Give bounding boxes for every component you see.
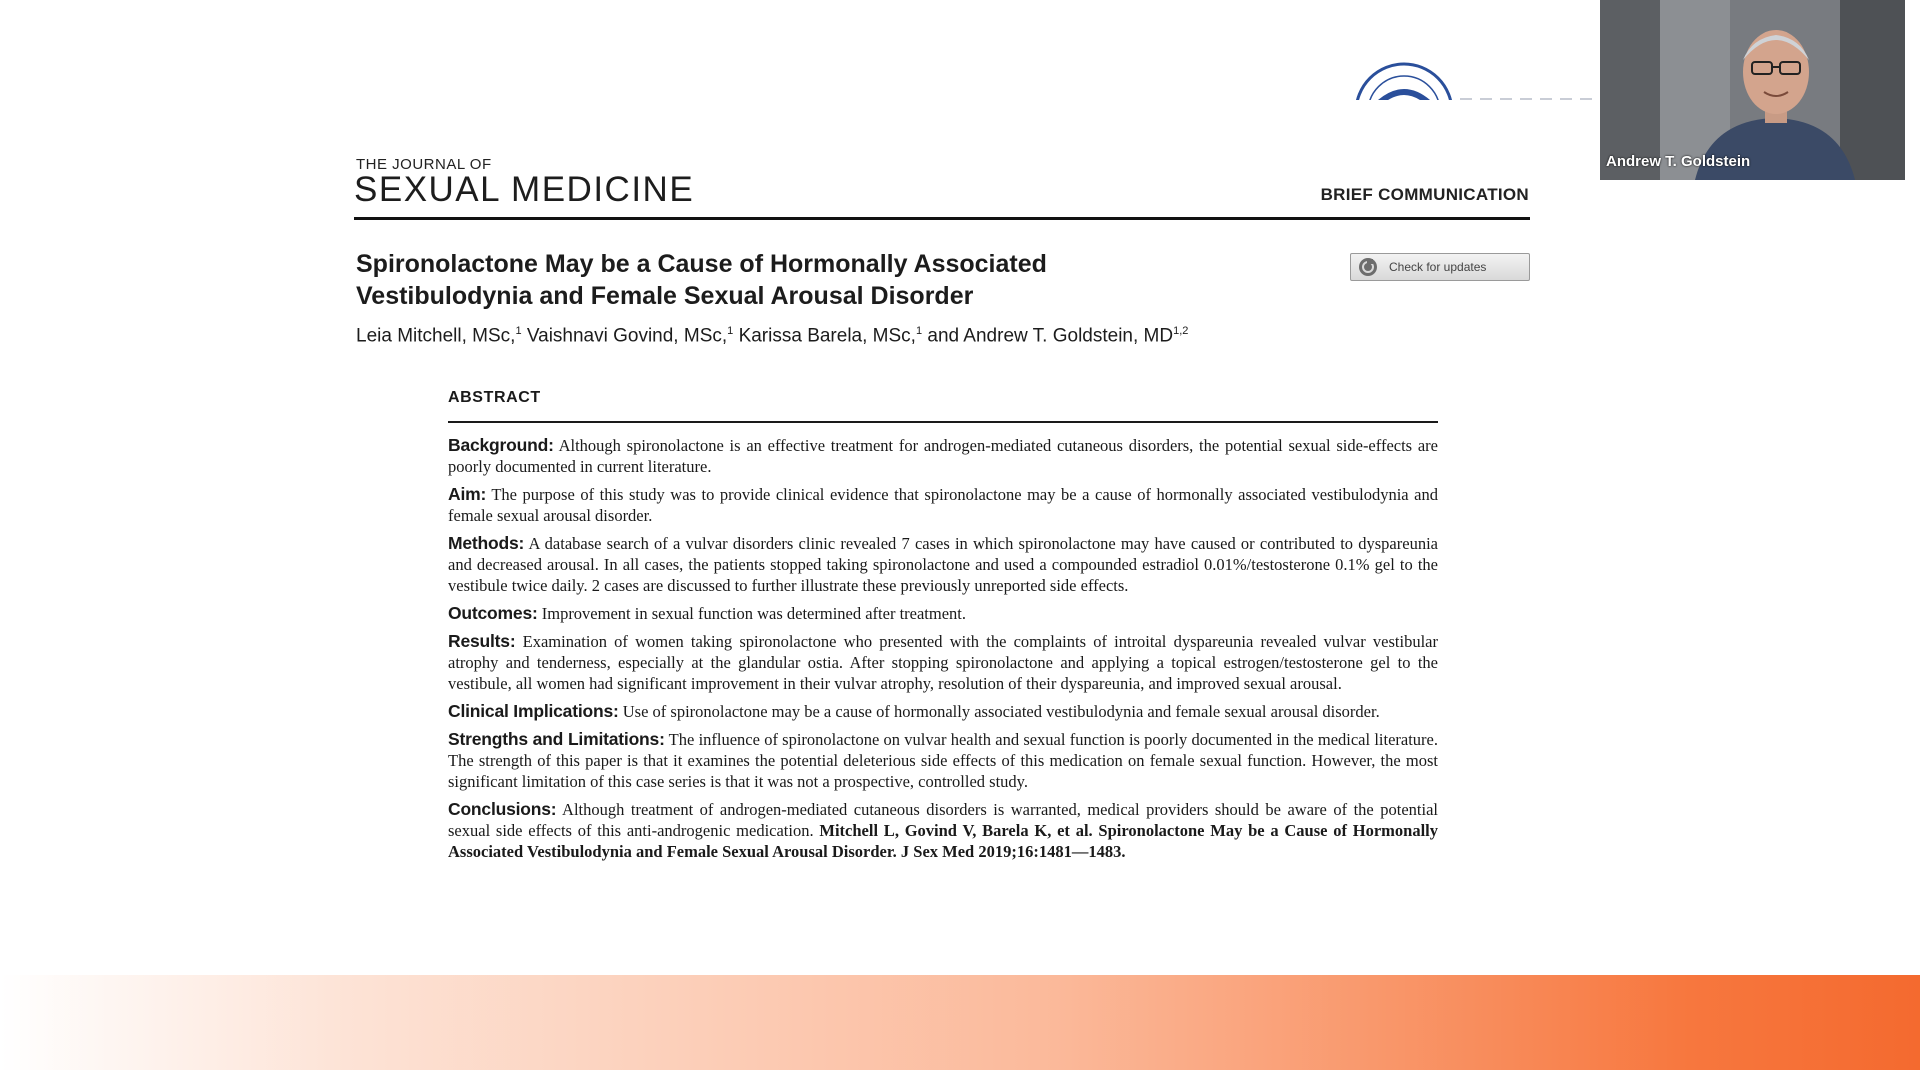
abstract-label: Conclusions:: [448, 799, 557, 819]
paper-title-line: Spironolactone May be a Cause of Hormonally Associated: [356, 250, 1047, 278]
abstract-label: Background:: [448, 435, 554, 455]
abstract-text: A database search of a vulvar disorders clinic revealed 7 cases in which spironolactone may have caused or contributed to dyspareunia and decreased arousal. In all cases, the patients stopped taking spironolactone and used a compounded estradiol 0.01%/testosterone 0.1% gel to the vestibule twice daily. 2 cases are discussed to further illustrate these previously unreported side effects.: [448, 534, 1438, 595]
author: Leia Mitchell, MSc,: [356, 325, 516, 347]
abstract-text: Improvement in sexual function was determined after treatment.: [541, 604, 966, 623]
abstract-section: [448, 701, 1438, 722]
journal-subtitle: THE JOURNAL OF: [356, 156, 492, 173]
abstract-label: Methods:: [448, 533, 525, 553]
refresh-icon: [1357, 256, 1379, 278]
abstract-section: [448, 484, 1438, 526]
author-list: [356, 325, 1356, 347]
abstract-text: Examination of women taking spironolactone who presented with the complaints of introital dyspareunia revealed vulvar vestibular atrophy and tenderness, especially at the glandular ostia. After stopping spironolactone and applying a topical estrogen/testosterone gel to the vestibule, all women had significant improvement in their vulvar atrophy, resolution of their dyspareunia, and improved sexual arousal.: [448, 632, 1438, 693]
abstract-text: The purpose of this study was to provide clinical evidence that spironolactone may be a cause of hormonally associated vestibulodynia and female sexual arousal disorder.: [448, 485, 1438, 525]
abstract-label: Clinical Implications:: [448, 701, 619, 721]
abstract-label: Outcomes:: [448, 603, 538, 623]
logo-divider: [1460, 98, 1600, 100]
author: Karissa Barela, MSc,: [738, 325, 916, 347]
abstract-text: Use of spironolactone may be a cause of hormonally associated vestibulodynia and female sexual arousal disorder.: [622, 702, 1380, 721]
author-affiliation: 1,2: [1173, 325, 1189, 337]
header-divider: [354, 217, 1530, 220]
abstract-label: Strengths and Limitations:: [448, 729, 665, 749]
author: and Andrew T. Goldstein, MD: [927, 325, 1174, 347]
abstract-text: Although spironolactone is an effective treatment for androgen-mediated cutaneous disorders, the potential sexual side-effects are poorly documented in current literature.: [448, 436, 1438, 476]
society-logo: [1352, 60, 1456, 100]
abstract-divider: [448, 421, 1438, 423]
check-for-updates-label: Check for updates: [1389, 260, 1487, 274]
paper-title: [356, 248, 1206, 312]
participant-name-label: Andrew T. Goldstein: [1606, 153, 1751, 170]
abstract-section: [448, 533, 1438, 596]
abstract-section: [448, 631, 1438, 694]
check-for-updates-button[interactable]: [1350, 253, 1530, 281]
section-label: BRIEF COMMUNICATION: [1320, 185, 1529, 204]
abstract-section: [448, 603, 1438, 624]
slide-footer-gradient: [0, 975, 1920, 1080]
paper-title-line: Vestibulodynia and Female Sexual Arousal Disorder: [356, 282, 974, 310]
abstract-heading: ABSTRACT: [448, 389, 541, 406]
abstract-label: Results:: [448, 631, 516, 651]
author-affiliation: 1: [515, 325, 522, 337]
citation: Mitchell L, Govind V, Barela K, et al. Spironolactone May be a Cause of Hormonally Associated Vestibulodynia and Female Sexual Arousal Disorder. J Sex Med 2019;16:1481—1483.: [448, 821, 1439, 861]
author-affiliation: 1: [727, 325, 734, 337]
abstract-section: [448, 435, 1438, 477]
abstract-text: Although treatment of androgen-mediated cutaneous disorders is warranted, medical providers should be aware of the potential sexual side effects of this anti-androgenic medication.: [448, 800, 1438, 840]
author: Vaishnavi Govind, MSc,: [526, 325, 728, 347]
abstract-label: Aim:: [448, 484, 487, 504]
abstract-section: [448, 799, 1438, 862]
abstract-section: [448, 729, 1438, 792]
journal-name: SEXUAL MEDICINE: [354, 170, 695, 209]
bottom-strip: [0, 1070, 1920, 1080]
abstract-body: [448, 435, 1438, 869]
author-affiliation: 1: [915, 325, 923, 337]
abstract-text: The influence of spironolactone on vulvar health and sexual function is poorly documented in the medical literature. The strength of this paper is that it examines the potential deleterious side effects of this medication on female sexual function. However, the most significant limitation of this case series is that it was not a prospective, controlled study.: [448, 730, 1438, 791]
